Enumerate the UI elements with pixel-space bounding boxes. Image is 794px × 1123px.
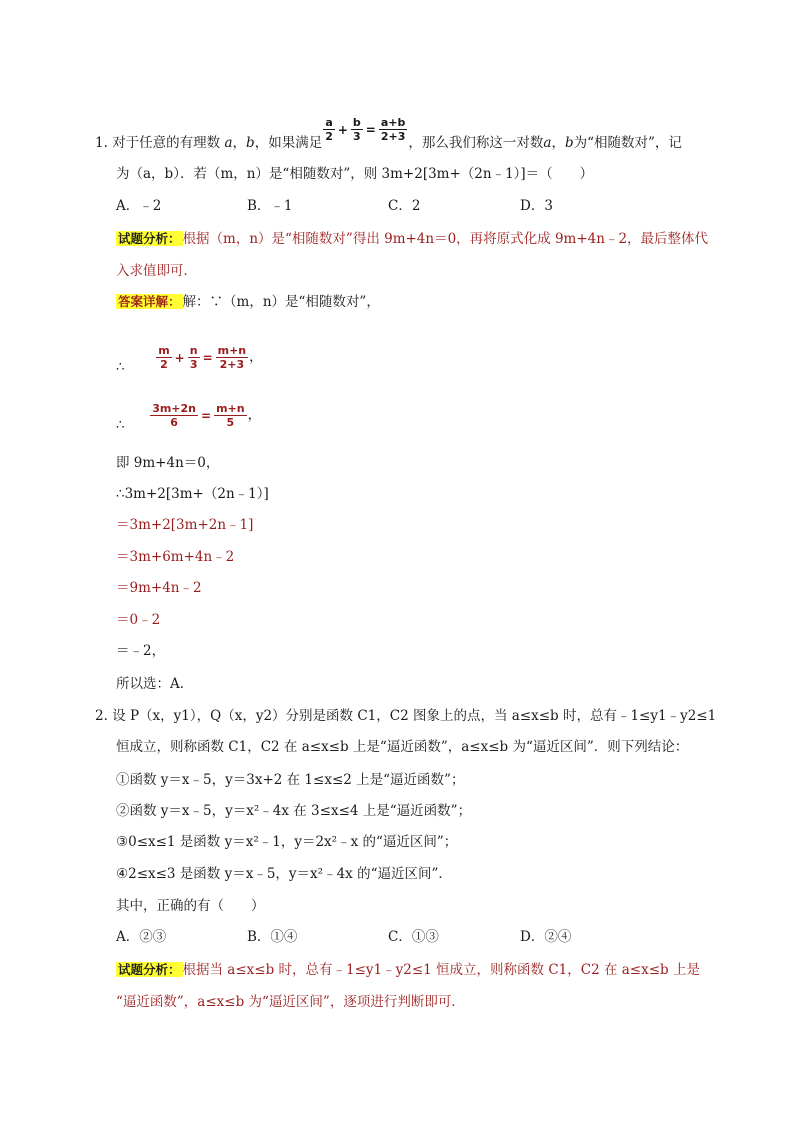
q1-choice-c: C．2: [388, 198, 421, 214]
q1-step-3: ＝3m+2[3m+2n﹣1]: [116, 517, 254, 533]
q2-stem-line1: [95, 706, 716, 726]
q2-question: 其中，正确的有（ ）: [116, 898, 265, 914]
q2-choice-a: A．②③: [116, 929, 167, 945]
q1-step-6: ＝0﹣2: [116, 612, 161, 628]
q1-analysis-line1: [116, 229, 708, 249]
q2-choice-d: D．②④: [520, 929, 572, 945]
q2-item-3: ③0≤x≤1 是函数 y＝x²﹣1，y＝2x²﹣x 的“逼近区间”；: [116, 834, 458, 850]
q1-stem-a: 对于任意的有理数: [112, 135, 221, 151]
q1-number: 1.: [95, 135, 108, 151]
q1-stem-c: ，那么我们称这一对数: [408, 135, 544, 151]
q1-stem-b: ，如果满足: [254, 135, 323, 151]
q2-item-2: ②函数 y＝x﹣5，y＝x²﹣4x 在 3≤x≤4 上是“逼近函数”；: [116, 803, 472, 819]
q1-cond-frac-c: $\frac{a+b}{2+3}$: [380, 116, 406, 143]
therefore-symbol: ∴: [116, 417, 125, 433]
q1-stem-line2: 为（a，b）．若（m，n）是“相随数对”，则 3m+2[3m+（2n﹣1）]＝（ ）: [116, 166, 594, 182]
therefore-symbol: ∴: [116, 359, 125, 375]
q1-analysis-line2: 入求值即可．: [116, 263, 197, 279]
q2-analysis-text: 根据当 a≤x≤b 时，总有﹣1≤y1﹣y2≤1 恒成立，则称函数 C1，C2 在 a≤x≤b 上是: [182, 962, 700, 978]
q1-step-5: ＝9m+4n﹣2: [116, 580, 202, 596]
q1-step-1: 即 9m+4n＝0，: [116, 455, 220, 471]
q2-analysis-line2: “逼近函数”，a≤x≤b 为“逼近区间”，逐项进行判断即可．: [116, 994, 465, 1010]
q2-analysis-line1: [116, 960, 700, 980]
q1-analysis-tag: 试题分析：: [118, 231, 181, 246]
q2-choice-b: B．①④: [247, 929, 298, 945]
q1-var-a: a: [224, 135, 233, 151]
q1-choice-d: D．3: [520, 198, 553, 214]
q1-eq1: ∴ $\frac{m}{2}$ + $\frac{n}{3}$ = $\frac{m+n}{2+3}$ ，: [116, 344, 263, 375]
q1-cond-frac-b: $\frac{b}{3}$: [352, 116, 361, 143]
q1-var-b: b: [246, 135, 255, 151]
q1-eq2: ∴ $\frac{3m+2n}{6}$ = $\frac{m+n}{5}$ ，: [116, 402, 262, 433]
q1-analysis-text: 根据（m，n）是“相随数对”得出 9m+4n＝0，再将原式化成 9m+4n﹣2，最后整体代: [182, 231, 709, 247]
q1-stem-d: 为“相随数对”，记: [573, 135, 682, 151]
q2-line1: 设 P（x，y1），Q（x，y2）分别是函数 C1，C2 图象上的点，当 a≤x≤b 时，总有﹣1≤y1﹣y2≤1: [112, 708, 717, 724]
q1-stem-line1: 1. 对于任意的有理数 a，b，如果满足 $\frac{a}{2}$ + $\frac{b}{3}$ = $\frac{a+b}{2+3}$ ，那么我们称这一对数a，b为“相随数对”，记: [95, 116, 682, 151]
q2-stem-line2: 恒成立，则称函数 C1，C2 在 a≤x≤b 上是“逼近函数”，a≤x≤b 为“逼近区间”．则下列结论：: [116, 739, 689, 755]
q1-answer-text: 解：∵（m，n）是“相随数对”，: [182, 294, 380, 310]
q1-answer-line1: [116, 292, 380, 312]
q2-item-1: ①函数 y＝x﹣5，y＝3x+2 在 1≤x≤2 上是“逼近函数”；: [116, 772, 465, 788]
q1-answer-tag: 答案详解：: [118, 294, 181, 309]
q2-analysis-tag: 试题分析：: [118, 962, 181, 977]
q1-conclusion: 所以选：A．: [116, 676, 194, 692]
q1-step-7: ＝﹣2，: [116, 643, 166, 659]
q2-number: 2.: [95, 708, 108, 724]
q2-choice-c: C．①③: [388, 929, 439, 945]
q1-step-2: ∴3m+2[3m+（2n﹣1）]: [116, 486, 269, 502]
q1-choice-a: A．﹣2: [116, 198, 162, 214]
q1-choice-b: B．﹣1: [247, 198, 293, 214]
q1-cond-frac-a: $\frac{a}{2}$: [325, 116, 333, 143]
q2-item-4: ④2≤x≤3 是函数 y＝x﹣5，y＝x²﹣4x 的“逼近区间”．: [116, 866, 452, 882]
q1-step-4: ＝3m+6m+4n﹣2: [116, 549, 235, 565]
